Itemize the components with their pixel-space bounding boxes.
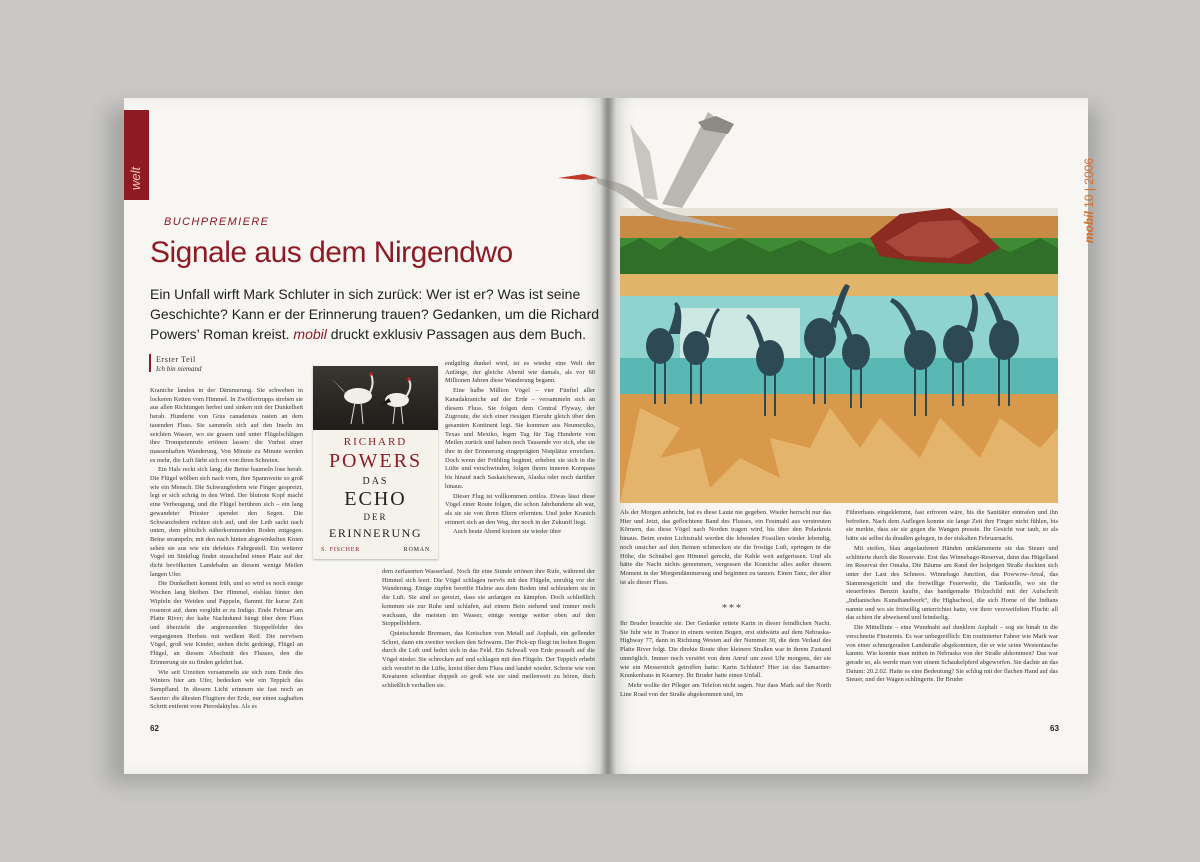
section-tab-label: welt (128, 166, 143, 190)
teaser (150, 284, 600, 344)
paragraph: Mit steifen, blau angelaufenen Händen umklammerte sie das Steuer und schlitterte durch die Reservate. Erst das Winnebago-Reservat, dann das Hügelland im Reservat der Omaha. Die Bäume am Rand der holprigen Straße duckten sich unter der Last des Schnees. Winnebago Junction, das Powwow-Areal, das Stammesgericht und die freiwillige Feuerwehr, die Tankstelle, wo sie ihr steuerfreies Benzin kaufte, das handgemalte Holzschild mit der Aufschrift „Indianisches Kunsthandwerk“, die Highschool, die sich Home of the Indians nannte und wo sie freiwillig unterrichtet hatte, vor ihrer verzweifelten Flucht: all das schien ihr abweisend und feindselig. (846, 544, 1058, 622)
book-title-der: DER (363, 512, 388, 522)
right-column-1-continued (620, 620, 831, 700)
article-headline: Signale aus dem Nirgendwo (150, 236, 513, 269)
paragraph: Die Dunkelheit kommt früh, und so wird es noch einige Wochen lang bleiben. Der Himmel, eisblau hinter den Wipfeln der Weiden und Pappeln, flammt für kurze Zeit rosenrot auf, dann verglüht er zu Indigo. Ende Februar am Platte River; der kalte Nachtdunst hängt über dem Fluss und überzieht die angrenzenden Stoppelfelder des vergangenen Herbsts mit weißem Reif. Die nervösen Vögel, groß wie Kinder, stehen dicht gedrängt, Flügel an Flügel, an diesem Abschnitt des Flusses, den die Erinnerung sie zu finden gelehrt hat. (150, 580, 303, 666)
folio-brand: mobil (1082, 211, 1096, 244)
book-title-erinnerung: ERINNERUNG (329, 526, 422, 540)
book-author-first: RICHARD (343, 436, 408, 448)
paragraph: Führerhaus eingeklemmt, fast erfroren wäre, bis die Sanitäter eintrafen und ihn befreiten. Nach dem Auflegen konnte sie lange Zeit ihre Finger nicht fühlen, bis sie merkte, dass sie sie gegen die Wangen presste. Ihr Gesicht war taub, so als hätte sie selbst da draußen gelegen, in der eiskalten Februarnacht. (846, 509, 1058, 543)
paragraph: Als der Morgen anbricht, hat es diese Laute nie gegeben. Wieder herrscht nur das Hier und Jetzt, das geflochtene Band des Flusses, ein Festmahl aus verstreuten Körnern, das diese Vögel nach Norden tragen wird, bis über den Polarkreis hinaus. Beim ersten Lichtstrahl werden die lebenden Fossilien wieder lebendig, noch unsicher auf den Beinen schmecken sie die frostige Luft, springen in die Höhe, die Schnäbel gen Himmel gereckt, die Kehle weit aufgerissen. Und als hätte die Nacht nichts genommen, vergessen die Kraniche alles außer diesem Moment in der Morgendämmerung und beginnen zu tanzen. Einen Tanz, der älter ist als dieser Fluss. (620, 509, 831, 586)
right-column-2 (846, 509, 1058, 686)
paragraph: Die Mittellinie – eine Wundnaht auf dunklem Asphalt – sog sie hinab in die verschneite Finsternis. Es war unbegreiflich: Ein routinierter Fahrer wie Mark war von einer schnurgeraden Landstraße abgekommen, die er wie seine Westentasche kannte. Wie konnte man mitten in Nebraska von der Straße abkommen? Das war gerade so, als werde man von einem Schaukelpferd abgeworfen. Sie dachte an das Datum: 20.2.02. Hatte es eine Bedeutung? Sie schlug mit der flachen Hand auf das Steuer, und der Wagen schlingerte. Ihr Bruder (846, 624, 1058, 684)
section-tab (124, 110, 149, 200)
book-genre: ROMAN (403, 547, 430, 553)
paragraph: Quietschende Bremsen, das Kreischen von Metall auf Asphalt, ein gellender Schrei, dann ein zweiter wecken den Schwarm. Der Pick-up fliegt im hohen Bogen durch die Luft und bohrt sich in das Feld. Ein Schwall von Erde prasselt auf die Vögel nieder. Sie schrecken auf und schlagen mit den Flügeln. Der Teppich erhebt sich verstört in die Lüfte, kreist über dem Fluss und landet wieder. Schreie wie von Kreaturen scheinbar doppelt so groß wie sie sind meilenweit zu hören, doch schließlich verhallen sie. (382, 629, 595, 690)
book-publisher: S. FISCHER (321, 547, 361, 553)
book-title-das: DAS (362, 476, 389, 487)
paragraph: endgültig dunkel wird, ist es wieder eine Welt der Anfänge, der gleiche Abend wie damals, als vor 60 Millionen Jahren diese Wanderung begann. (445, 360, 595, 385)
book-title-echo: ECHO (344, 488, 407, 510)
book-cover-photo (313, 366, 438, 430)
paragraph: Eine halbe Million Vögel – vier Fünftel aller Kanadakraniche auf der Erde – versammeln sich an diesem Fluss. Sie folgen dem Central Flyway, der Zugroute, die sich einer riesigen Eieruhr gleich über den gesamten Kontinent legt. Sie kommen aus Neumexiko, Texas und Mexiko, legen Tag für Tag Hunderte von Meilen zurück und haben noch Tausende vor sich, ehe sie ihre in der Erinnerung eingeprägten Nistplätze erreichen. Doch wenn der Frühling beginnt, erheben sie sich in die Lüfte und verschwinden, folgen ihrem inneren Kompass bis hinauf nach Saskatchewan, Alaska oder noch darüber hinaus. (445, 387, 595, 490)
paragraph: dem zerfaserten Wasserlauf. Noch für eine Stunde ertönen ihre Rufe, während der Himmel sich leert. Die Vögel schlagen nervös mit den Flügeln, unruhig vor der Wanderung. Einige zupfen bereifte Halme aus dem Boden und schleudern sie in die Luft. Sie sind so gereizt, dass sie anfangen zu kämpfen. Doch schließlich kommen sie zur Ruhe und schlafen, auf einem Bein stehend und immer noch wachsam, die meisten im Wasser, einige wenige weiter oben auf den Stoppelfeldern. (382, 568, 595, 628)
left-column-1 (150, 387, 303, 713)
right-column-1 (620, 509, 831, 588)
crane-collage-artwork (620, 208, 1058, 503)
crane-pair-illustration (313, 366, 438, 430)
section-marker (149, 354, 151, 372)
paragraph: Kraniche landen in der Dämmerung. Sie schweben in lockeren Ketten vom Himmel. In Zwölfertrupps streben sie aus allen Richtungen herbei und sinken mit der Dunkelheit herab. Hunderte von Grus canadensis rasten an dem tauenden Fluss. Sie sammeln sich auf den Inseln im seichten Wasser, wo sie grasen und unter Flügelschlägen ihre Trompetenrufe ertönen lassen: die Vorhut einer massenhaften Wanderung. Von Minute zu Minute werden es mehr, die Luft färbt sich rot von ihren Schreien. (150, 387, 303, 464)
paragraph: Ein Hals reckt sich lang; die Beine baumeln lose herab. Die Flügel wölben sich nach vorn, ihre Spannweite so groß wie ein Mensch. Die Schwungfedern wie Finger gespreizt, legt er sich schräg in den Wind. Der blutrote Kopf macht eine Verbeugung, und die Flügel berühren sich – ein lang gewandeter Priester spendet den Segen. Die Schwanzfedern richten sich auf, und der Leib sackt nach unten, dem plötzlich näherkommenden Boden entgegen. Beine strampeln; mit den nach hinten abgewinkelten Knien sehen sie aus wie ein defektes Fahrgestell. Ein weiterer Vogel im Sinkflug findet strauchelnd einen Platz auf der dicht bevölkerten Landebahn an diesem wenige Meilen langen Ufer. (150, 466, 303, 578)
page-number: 62 (150, 724, 159, 733)
paragraph: Auch heute Abend kreisen sie wieder über (453, 528, 562, 536)
section-subtitle: Ich bin niemand (156, 365, 202, 373)
magazine-spine (600, 98, 616, 774)
book-author-last: POWERS (328, 450, 423, 472)
paragraph: Mehr wollte der Pfleger am Telefon nicht sagen. Nur dass Mark auf der North Line Road von der Straße abgekommen und, im (620, 681, 831, 698)
page-number: 63 (1050, 724, 1059, 733)
section-separator: *** (722, 603, 743, 614)
left-column-2-bottom (382, 568, 595, 692)
right-page (608, 98, 1096, 774)
folio-issue: 10 | 2006 (1082, 158, 1096, 208)
paragraph: Wie seit Urzeiten versammeln sie sich zum Ende des Winters hier am Ufer, bedecken wie ein Teppich das Sumpfland. In diesem Licht erinnern sie fast noch an Saurier: die ältesten Flugtiere der Erde, nur einen zaghaften Schritt entfernt vom Pterodaktylus. Als es (150, 668, 303, 711)
kicker: BUCHPREMIERE (164, 216, 270, 228)
flying-crane-illustration (558, 112, 748, 232)
left-column-2-top (445, 360, 595, 538)
paragraph: Ihr Bruder brauchte sie. Der Gedanke rettete Karin in dieser feindlichen Nacht. Sie fuhr wie in Trance in einem weiten Bogen, erst südwärts auf dem Nebraska-Highway 77, dann in Richtung Westen auf der Nummer 30, die dem Verlauf des Platte River folgt. Die direkte Route über kleinere Straßen war in ihrem Zustand unmöglich. Immer noch verstört von dem Anruf um zwei Uhr morgens, der sie wie ein Messerstich getroffen hatte: Karin Schluter? Hier ist das Samariter-Krankenhaus in Kearney. Ihr Bruder hatte einen Unfall. (620, 620, 831, 680)
section-title: Erster Teil (156, 355, 196, 364)
teaser-text-end: druckt exklusiv Passagen aus dem Buch. (326, 326, 587, 342)
teaser-text: Ein Unfall wirft Mark Schluter in sich zurück: Wer ist er? Was ist seine Geschichte? Kann er der Erinnerung trauen? Gedanken, um die Richard Powers’ Roman kreist. (150, 286, 600, 342)
paragraph: Dieser Flug ist vollkommen zeitlos. Etwas lässt diese Vögel einer Route folgen, die schon Jahrhunderte alt war, als sie sie von ihren Eltern erlernten. Und jeder Kranich erinnert sich an den Weg, der noch in der Zukunft liegt. (445, 492, 595, 526)
teaser-brand: mobil (293, 326, 327, 342)
book-cover (313, 366, 438, 559)
left-page (124, 98, 608, 774)
folio (1082, 158, 1096, 243)
